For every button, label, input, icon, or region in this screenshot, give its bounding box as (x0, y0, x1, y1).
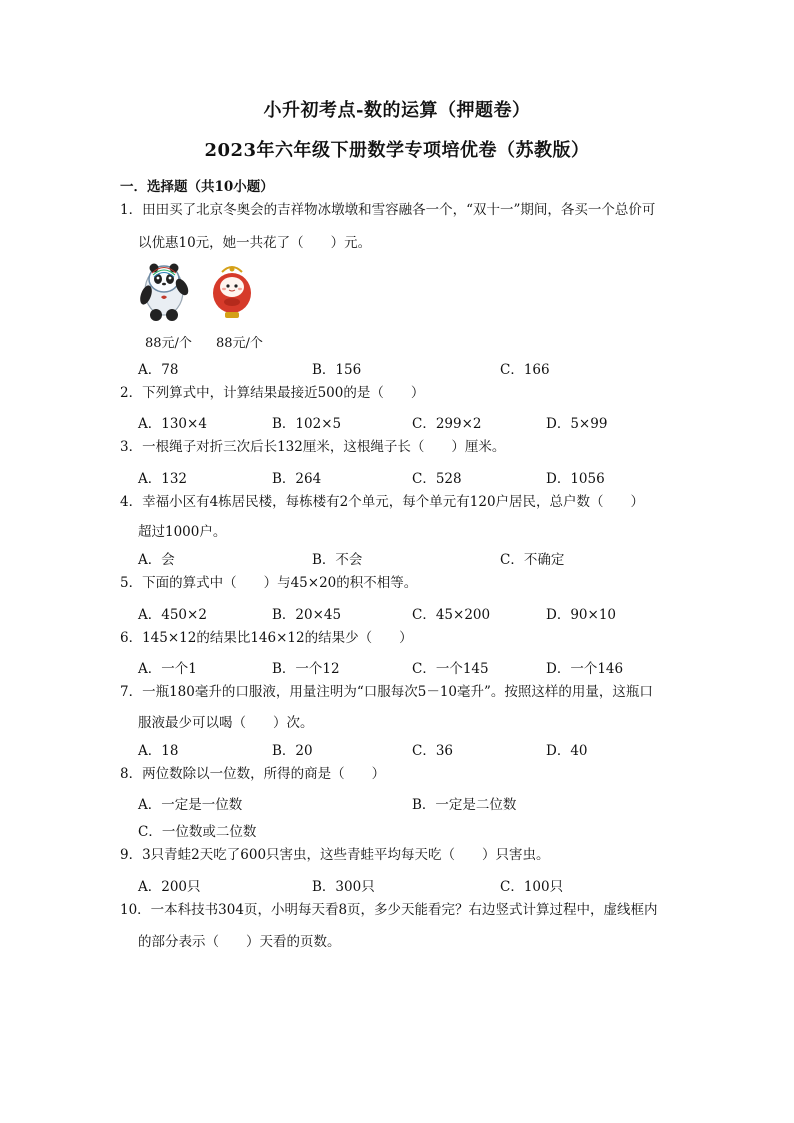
q3-option-d[interactable]: D．1056 (546, 471, 605, 487)
q6-option-a[interactable]: A．一个1 (138, 661, 197, 677)
q5-option-b[interactable]: B．20×45 (272, 607, 342, 623)
panda-mascot-icon (138, 264, 191, 322)
question-1-text: 1．田田买了北京冬奥会的吉祥物冰墩墩和雪容融各一个，“双十一”期间，各买一个总价可 (120, 202, 656, 218)
question-7-text: 7．一瓶180毫升的口服液，用量注明为“口服每次5－10毫升”。按照这样的用量，这瓶口 (120, 684, 653, 700)
question-1-text-cont: 以优惠10元，她一共花了（ ）元。 (138, 235, 372, 251)
price-label-1: 88元/个 (145, 336, 192, 351)
q3-option-a[interactable]: A．132 (138, 471, 188, 487)
q6-option-b[interactable]: B．一个12 (272, 661, 340, 677)
question-5-text: 5．下面的算式中（ ）与45×20的积不相等。 (120, 575, 418, 591)
q6-option-d[interactable]: D．一个146 (546, 661, 624, 677)
question-10-text: 10．一本科技书304页，小明每天看8页，多少天能看完？右边竖式计算过程中，虚线框内 (120, 902, 658, 918)
section-heading: 一．选择题（共10小题） (120, 179, 274, 195)
q1-option-a[interactable]: A．78 (138, 362, 179, 378)
q9-option-a[interactable]: A．200只 (138, 879, 201, 895)
q5-option-c[interactable]: C．45×200 (412, 607, 491, 623)
q7-option-a[interactable]: A．18 (138, 743, 179, 759)
q7-option-d[interactable]: D．40 (546, 743, 588, 759)
q9-option-c[interactable]: C．100只 (500, 879, 564, 895)
question-9-text: 9．3只青蛙2天吃了600只害虫，这些青蛙平均每天吃（ ）只害虫。 (120, 847, 550, 863)
lantern-mascot-icon (213, 267, 251, 319)
q6-option-c[interactable]: C．一个145 (412, 661, 489, 677)
price-label-2: 88元/个 (216, 336, 263, 351)
q1-option-c[interactable]: C．166 (500, 362, 550, 378)
q7-option-c[interactable]: C．36 (412, 743, 454, 759)
q8-option-b[interactable]: B．一定是二位数 (412, 797, 517, 813)
q3-option-c[interactable]: C．528 (412, 471, 462, 487)
q2-option-b[interactable]: B．102×5 (272, 416, 342, 432)
q4-option-b[interactable]: B．不会 (312, 552, 363, 568)
page-subtitle: 2023年六年级下册数学专项培优卷（苏教版） (204, 140, 590, 161)
q2-option-c[interactable]: C．299×2 (412, 416, 482, 432)
q5-option-d[interactable]: D．90×10 (546, 607, 616, 623)
question-8-text: 8．两位数除以一位数，所得的商是（ ） (120, 766, 386, 782)
question-10-text-cont: 的部分表示（ ）天看的页数。 (138, 934, 341, 950)
q3-option-b[interactable]: B．264 (272, 471, 322, 487)
question-4-text-cont: 超过1000户。 (138, 524, 227, 540)
page-title: 小升初考点-数的运算（押题卷） (263, 100, 531, 121)
q1-option-b[interactable]: B．156 (312, 362, 362, 378)
q8-option-c[interactable]: C．一位数或二位数 (138, 824, 257, 840)
q4-option-a[interactable]: A．会 (138, 552, 175, 568)
question-4-text: 4．幸福小区有4栋居民楼，每栋楼有2个单元，每个单元有120户居民，总户数（ ） (120, 494, 645, 510)
question-3-text: 3．一根绳子对折三次后长132厘米，这根绳子长（ ）厘米。 (120, 439, 506, 455)
question-6-text: 6．145×12的结果比146×12的结果少（ ） (120, 630, 413, 646)
mascot-image (134, 257, 274, 327)
q2-option-d[interactable]: D．5×99 (546, 416, 608, 432)
q7-option-b[interactable]: B．20 (272, 743, 313, 759)
q5-option-a[interactable]: A．450×2 (138, 607, 207, 623)
q4-option-c[interactable]: C．不确定 (500, 552, 565, 568)
question-2-text: 2．下列算式中，计算结果最接近500的是（ ） (120, 385, 425, 401)
q8-option-a[interactable]: A．一定是一位数 (138, 797, 243, 813)
question-7-text-cont: 服液最少可以喝（ ）次。 (138, 715, 314, 731)
q9-option-b[interactable]: B．300只 (312, 879, 375, 895)
q2-option-a[interactable]: A．130×4 (138, 416, 207, 432)
